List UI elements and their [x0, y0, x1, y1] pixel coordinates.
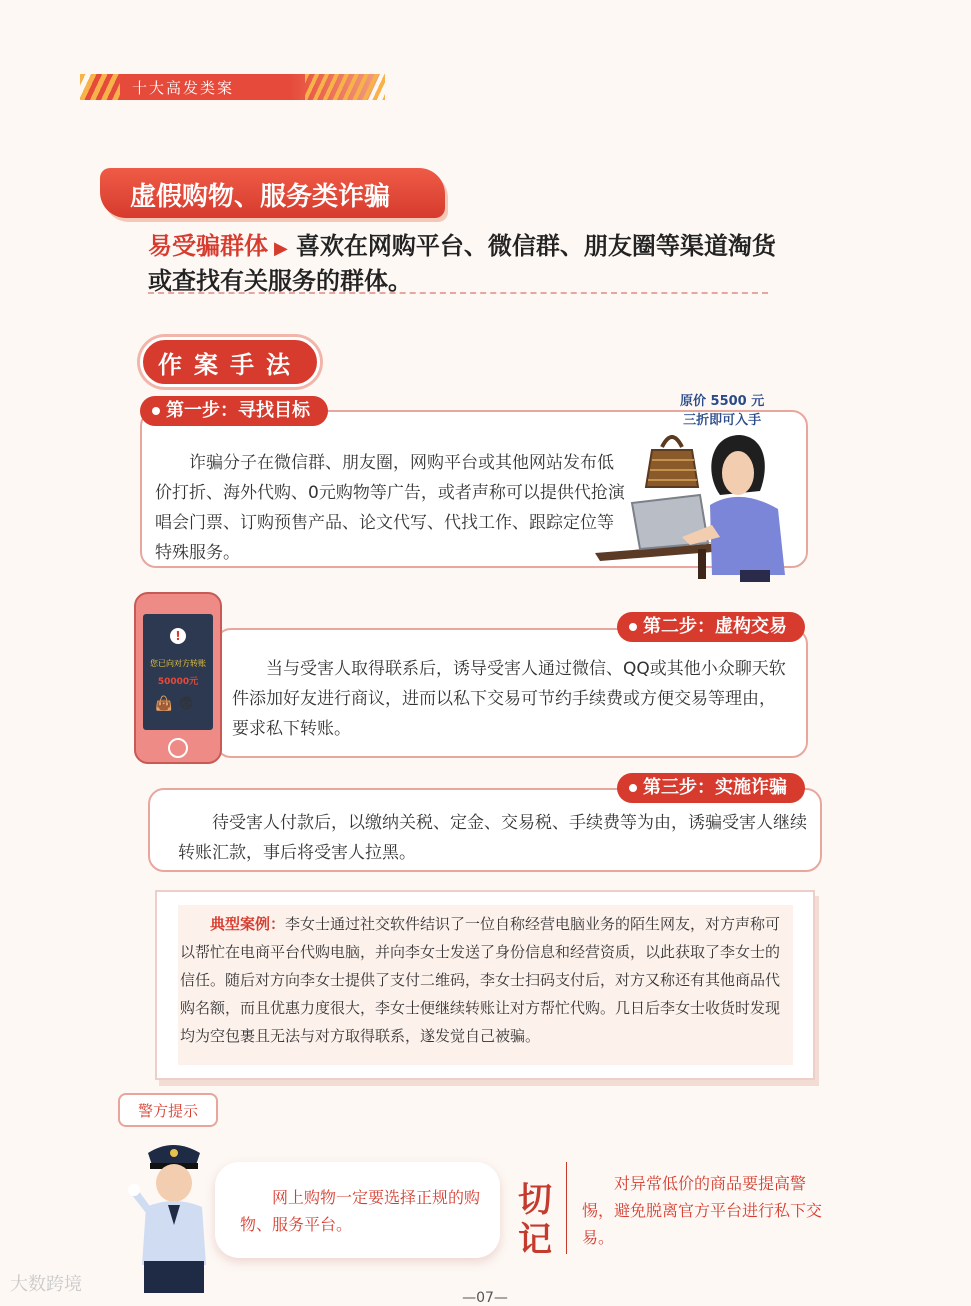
alert-icon: ! — [170, 628, 186, 644]
police-officer-illustration — [128, 1135, 218, 1300]
remember-label: 切记 — [518, 1180, 552, 1260]
police-tip-tag: 警方提示 — [118, 1093, 218, 1127]
handbag-small-icon: 👜 — [155, 696, 173, 712]
step3-label: 第三步：实施诈骗 — [617, 773, 805, 803]
step2-label: 第二步：虚构交易 — [617, 612, 805, 642]
phone-amount: 50000元 — [157, 677, 199, 687]
divider — [148, 292, 768, 294]
step1-label: 第一步：寻找目标 — [140, 396, 328, 426]
worried-face-icon: 😨 — [179, 696, 194, 712]
tip-text: 网上购物一定要选择正规的购物、服务平台。 — [240, 1188, 481, 1234]
header-category: 十大高发类案 — [132, 79, 235, 97]
case-label: 典型案例： — [210, 915, 286, 933]
phone-screen — [143, 614, 213, 730]
woman-laptop-illustration — [590, 425, 810, 585]
step2-text: 当与受害人取得联系后，诱导受害人通过微信、QQ或其他小众聊天软件添加好友进行商议，进而以私下交易可节约手续费或方便交易等理由，要求私下转账。 — [232, 659, 786, 739]
method-heading: 作案手法 — [140, 337, 320, 387]
play-arrow-icon: ▶ — [274, 238, 288, 259]
home-button-icon — [168, 738, 188, 758]
case-text — [180, 910, 790, 1050]
phone-message: 您已向对方转账 — [150, 659, 206, 668]
phone-illustration — [134, 592, 222, 764]
header-ribbon-stripes-left — [80, 74, 120, 100]
price-discount: 三折即可入手 — [683, 413, 762, 428]
victims-line — [148, 230, 788, 297]
price-original: 原价 5500 元 — [680, 394, 765, 409]
page-number: —07— — [462, 1290, 508, 1306]
step3-text: 待受害人付款后，以缴纳关税、定金、交易税、手续费等为由，诱骗受害人继续转账汇款，事后将受害人拉黑。 — [178, 813, 807, 863]
watermark: 大数跨境 — [10, 1274, 82, 1295]
remember-text: 对异常低价的商品要提高警惕，避免脱离官方平台进行私下交易。 — [582, 1174, 823, 1247]
victims-label: 易受骗群体 — [148, 232, 268, 260]
page-title: 虚假购物、服务类诈骗 — [130, 182, 391, 212]
case-body: 李女士通过社交软件结识了一位自称经营电脑业务的陌生网友，对方声称可以帮忙在电商平台代购电脑，并向李女士发送了身份信息和经营资质，以此获取了李女士的信任。随后对方向李女士提供了支付二维码，李女士扫码支付后，对方又称还有其他商品代购名额，而且优惠力度很大，李女士便继续转账让对方帮忙代购。几日后李女士收货时发现均为空包裹且无法与对方取得联系，遂发觉自己被骗。 — [180, 915, 781, 1045]
victims-text: 喜欢在网购平台、微信群、朋友圈等渠道淘货或查找有关服务的群体。 — [148, 232, 776, 295]
remember-divider — [566, 1162, 567, 1254]
step1-text: 诈骗分子在微信群、朋友圈，网购平台或其他网站发布低价打折、海外代购、0元购物等广告，或者声称可以提供代抢演唱会门票、订购预售产品、论文代写、代找工作、跟踪定位等特殊服务。 — [155, 453, 625, 563]
header-ribbon-stripes — [305, 74, 385, 100]
handbag-icon — [646, 437, 698, 487]
